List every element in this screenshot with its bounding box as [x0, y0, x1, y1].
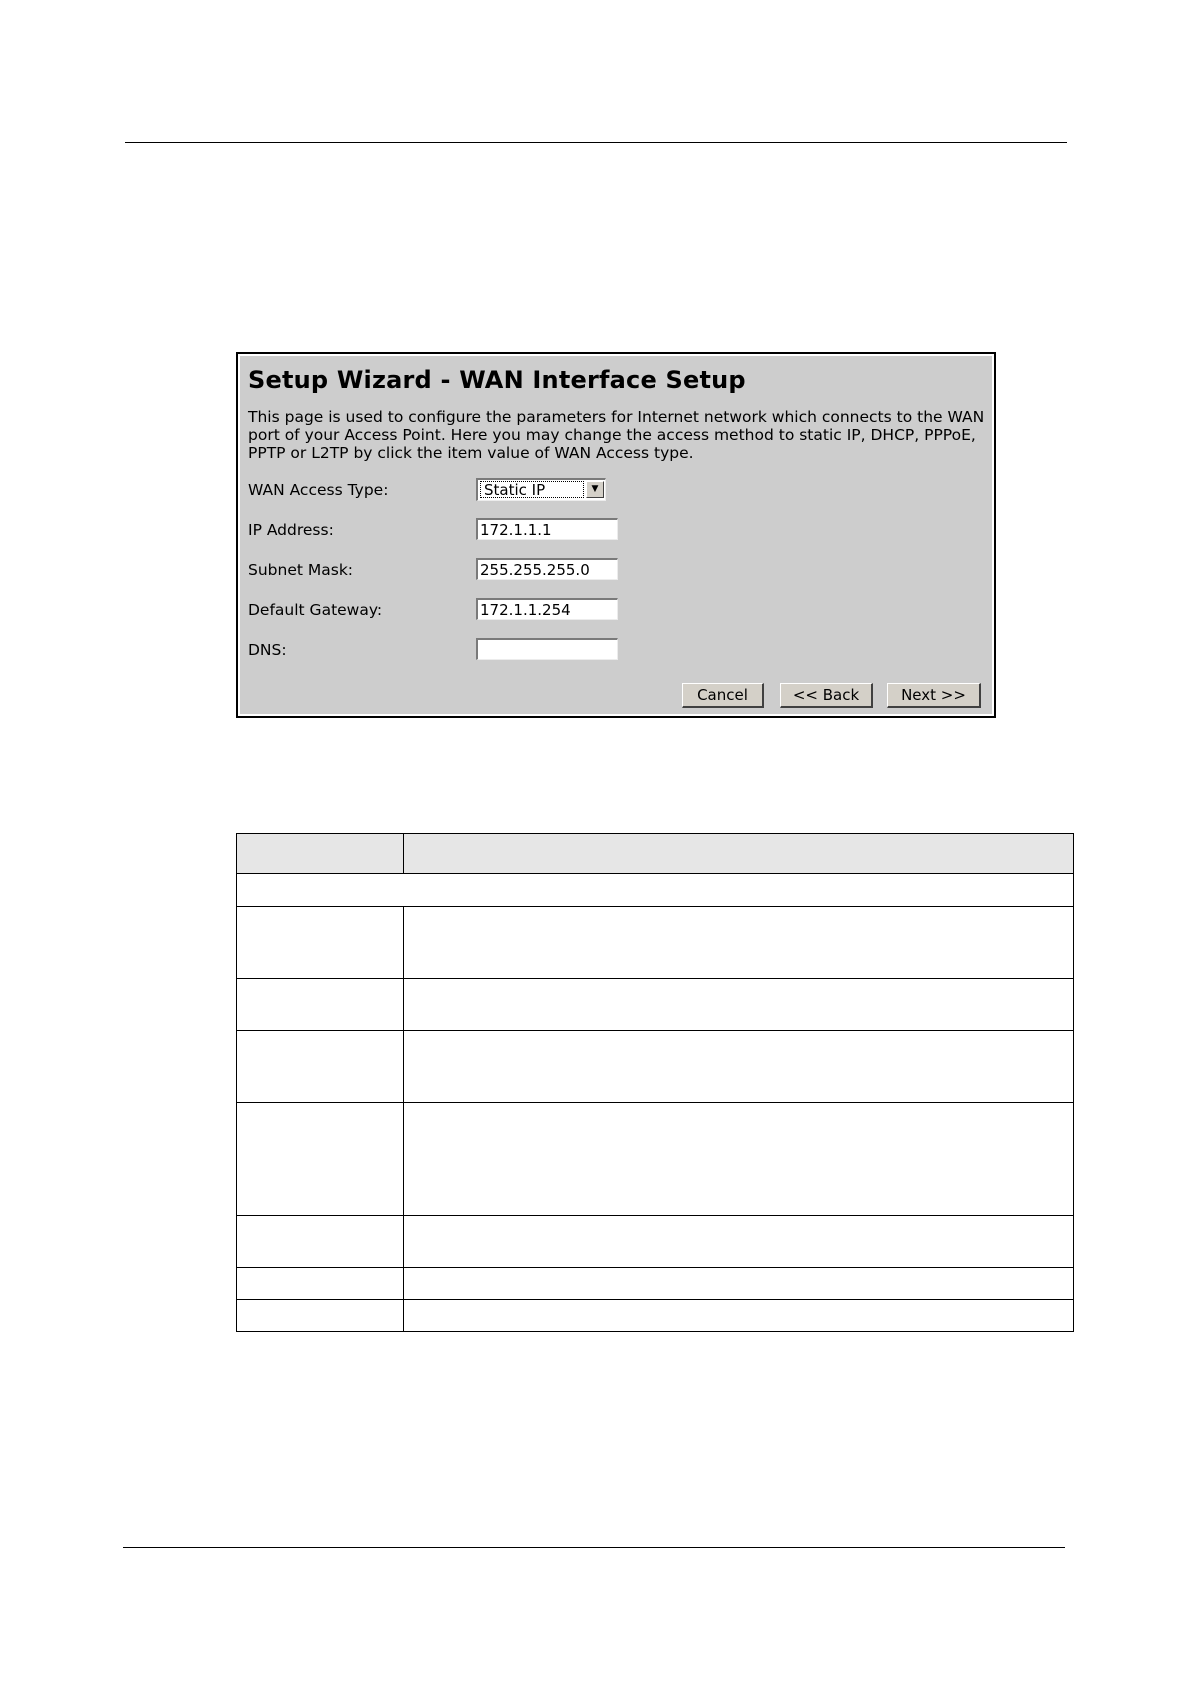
table-row [237, 1103, 1074, 1216]
table-row [237, 1216, 1074, 1268]
table-cell [237, 907, 404, 979]
table-cell [404, 1268, 1074, 1300]
footer-rule [123, 1547, 1065, 1548]
wizard-screenshot [236, 352, 996, 718]
subnet-mask-field[interactable] [476, 558, 618, 580]
table-row [237, 1268, 1074, 1300]
ip-address-field[interactable] [476, 518, 618, 540]
table-cell [404, 1103, 1074, 1216]
default-gateway-field[interactable] [476, 598, 618, 620]
table-header-row [237, 834, 1074, 874]
table-row [237, 979, 1074, 1031]
wan-access-type-value: Static IP [480, 481, 584, 498]
default-gateway-label: Default Gateway: [248, 601, 383, 619]
wizard-panel [240, 356, 992, 714]
ip-address-label: IP Address: [248, 521, 334, 539]
dns-field[interactable] [476, 638, 618, 660]
chevron-down-icon[interactable]: ▼ [586, 481, 604, 498]
table-cell [237, 1268, 404, 1300]
subnet-mask-label: Subnet Mask: [248, 561, 354, 579]
table-section-row [237, 874, 1074, 907]
table-row [237, 1031, 1074, 1103]
table-cell [404, 907, 1074, 979]
table-cell [237, 979, 404, 1031]
table-cell [237, 1216, 404, 1268]
table-cell [237, 1300, 404, 1332]
table-cell [404, 1216, 1074, 1268]
table-cell [237, 874, 1074, 907]
cancel-button[interactable]: Cancel [682, 683, 764, 708]
dns-label: DNS: [248, 641, 287, 659]
table-cell [237, 1031, 404, 1103]
wan-access-type-label: WAN Access Type: [248, 481, 389, 499]
wizard-title: Setup Wizard - WAN Interface Setup [248, 366, 746, 394]
table-row [237, 907, 1074, 979]
table-cell [404, 979, 1074, 1031]
table-cell [404, 1031, 1074, 1103]
description-table [236, 833, 1074, 1332]
header-rule [125, 142, 1067, 143]
wizard-description: This page is used to configure the parameters for Internet network which connects to the WAN port of your Access Point. Here you may change the access method to static IP, DHCP, PPPoE, PPTP or L2TP by click the item value of WAN Access type. [248, 408, 985, 462]
table-row [237, 1300, 1074, 1332]
back-button[interactable]: << Back [780, 683, 873, 708]
wan-access-type-select[interactable] [476, 478, 606, 501]
next-button[interactable]: Next >> [887, 683, 981, 708]
table-cell [237, 1103, 404, 1216]
table-header-cell [404, 834, 1074, 874]
table-cell [404, 1300, 1074, 1332]
table-header-cell [237, 834, 404, 874]
